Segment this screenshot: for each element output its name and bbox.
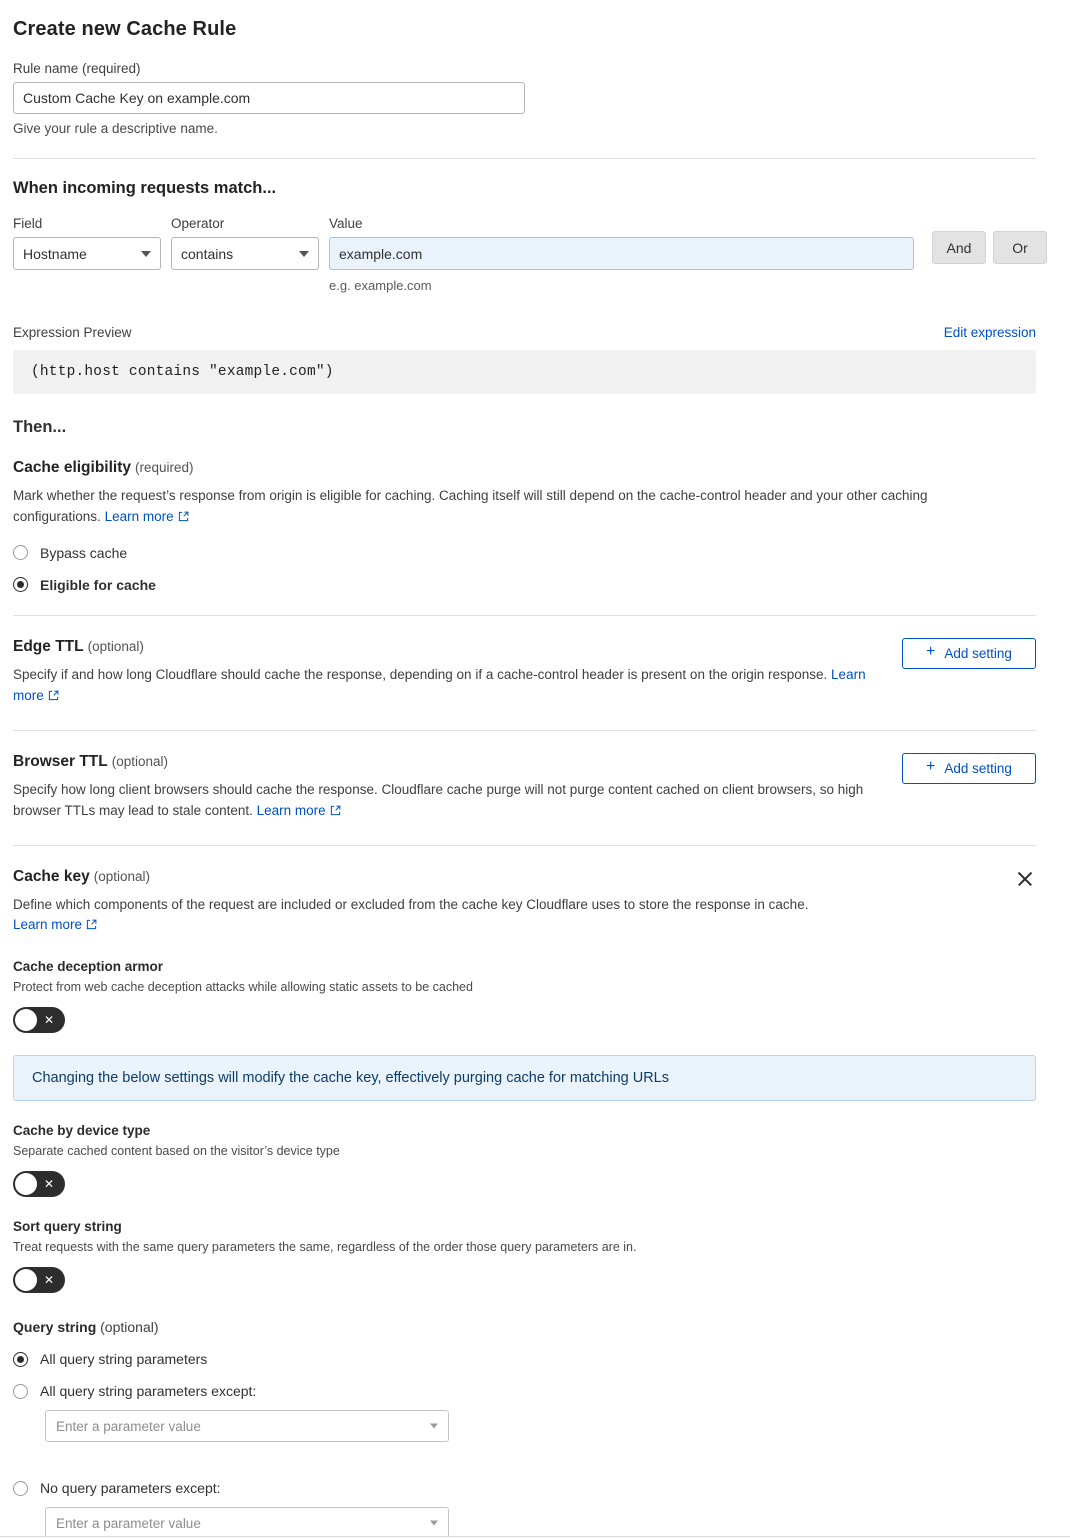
edge-ttl-section	[13, 616, 1036, 708]
no-except-parameter-select[interactable]	[45, 1507, 449, 1539]
rule-name-help: Give your rule a descriptive name.	[13, 121, 218, 136]
external-link-icon	[178, 508, 189, 529]
cache-deception-armor-description: Protect from web cache deception attacks while allowing static assets to be cached	[13, 980, 473, 995]
edge-ttl-add-setting-label: Add setting	[944, 645, 1012, 661]
field-column	[13, 216, 161, 270]
browser-ttl-title-text: Browser TTL	[13, 752, 108, 770]
edge-ttl-learn-more-link[interactable]: Learn more	[13, 666, 866, 703]
cache-deception-armor-toggle[interactable]	[13, 1007, 65, 1033]
operator-select[interactable]	[171, 237, 319, 270]
edge-ttl-title-text: Edge TTL	[13, 637, 84, 655]
value-hint: e.g. example.com	[329, 278, 432, 293]
cache-eligibility-section	[13, 437, 1036, 593]
cache-by-device-type-description: Separate cached content based on the visitor’s device type	[13, 1144, 340, 1159]
cache-eligibility-required: (required)	[135, 460, 194, 475]
or-button[interactable]: Or	[993, 231, 1047, 264]
match-row	[13, 216, 1036, 293]
value-column	[329, 216, 914, 293]
cache-deception-armor-title: Cache deception armor	[13, 959, 164, 975]
field-select-value: Hostname	[23, 245, 87, 262]
cache-key-optional: (optional)	[93, 868, 150, 884]
browser-ttl-title	[13, 753, 893, 771]
sort-query-string-toggle[interactable]	[13, 1267, 65, 1293]
cache-eligibility-title-text: Cache eligibility	[13, 459, 132, 476]
edge-ttl-optional: (optional)	[87, 638, 144, 654]
radio-no-query-parameters-except-label: No query parameters except:	[40, 1480, 221, 1497]
chevron-down-icon	[430, 1521, 438, 1526]
sort-query-string-title: Sort query string	[13, 1219, 122, 1235]
operator-column	[171, 216, 319, 270]
radio-all-query-string-parameters-except-indicator	[13, 1384, 28, 1399]
cache-eligibility-description	[13, 486, 1013, 529]
sort-query-string-description: Treat requests with the same query parameters the same, regardless of the order those query parameters are in.	[13, 1240, 637, 1255]
edge-ttl-add-setting-button[interactable]	[902, 638, 1036, 669]
chevron-down-icon	[299, 251, 309, 257]
and-button[interactable]: And	[932, 231, 986, 264]
field-label: Field	[13, 216, 43, 231]
radio-no-query-parameters-except-indicator	[13, 1481, 28, 1496]
rule-name-input[interactable]	[13, 82, 525, 114]
external-link-icon	[48, 687, 59, 708]
cache-by-device-type-title: Cache by device type	[13, 1123, 151, 1139]
browser-ttl-optional: (optional)	[111, 753, 169, 769]
cache-key-title-text: Cache key	[13, 867, 90, 885]
radio-all-query-string-parameters[interactable]	[13, 1351, 1036, 1367]
radio-bypass-cache[interactable]	[13, 545, 1036, 561]
cache-key-title	[13, 868, 953, 886]
toggle-off-icon: ✕	[43, 1273, 54, 1288]
plus-icon: +	[926, 758, 936, 776]
radio-all-query-string-parameters-except-label: All query string parameters except:	[40, 1383, 257, 1400]
cache-eligibility-learn-more-link[interactable]: Learn more	[104, 508, 174, 524]
all-except-parameter-select[interactable]	[45, 1410, 449, 1442]
radio-eligible-for-cache-indicator	[13, 577, 28, 592]
cache-key-description	[13, 895, 953, 938]
no-except-parameter-placeholder: Enter a parameter value	[56, 1515, 201, 1531]
divider	[13, 158, 1036, 159]
cache-key-notice: Changing the below settings will modify the cache key, effectively purging cache for matching URLs	[13, 1055, 1036, 1101]
browser-ttl-add-setting-label: Add setting	[944, 760, 1012, 776]
cache-eligibility-description-text: Mark whether the request’s response from origin is eligible for caching. Caching itself will still depend on the cache-control header and your other caching configurations.	[13, 488, 928, 524]
chevron-down-icon	[141, 251, 151, 257]
query-string-optional: (optional)	[100, 1319, 159, 1336]
external-link-icon	[330, 802, 341, 823]
rule-name-group	[13, 61, 1036, 136]
toggle-knob	[15, 1009, 37, 1031]
field-select[interactable]	[13, 237, 161, 270]
cache-key-section	[13, 846, 1036, 1539]
value-label: Value	[329, 216, 363, 231]
radio-eligible-for-cache[interactable]	[13, 577, 1036, 593]
query-string-title-text: Query string	[13, 1319, 97, 1336]
radio-eligible-for-cache-label: Eligible for cache	[40, 576, 156, 593]
toggle-knob	[15, 1269, 37, 1291]
value-input[interactable]	[329, 237, 914, 270]
toggle-off-icon: ✕	[43, 1013, 54, 1028]
expression-label: Expression Preview	[13, 325, 132, 340]
plus-icon: +	[926, 643, 936, 661]
edge-ttl-title	[13, 638, 893, 656]
radio-all-query-string-parameters-label: All query string parameters	[40, 1351, 208, 1368]
cache-by-device-type-group	[13, 1123, 1036, 1197]
expression-header	[13, 325, 1036, 340]
query-string-group	[13, 1319, 1036, 1539]
browser-ttl-section	[13, 731, 1036, 823]
radio-bypass-cache-label: Bypass cache	[40, 544, 128, 561]
and-or-buttons	[932, 231, 1047, 264]
cache-key-learn-more-link[interactable]: Learn more	[13, 917, 83, 933]
edge-ttl-description	[13, 665, 893, 708]
then-heading: Then...	[13, 418, 67, 436]
edge-ttl-description-text: Specify if and how long Cloudflare should cache the response, depending on if a cache-control header is present on the origin response.	[13, 666, 828, 682]
expression-preview: (http.host contains "example.com")	[13, 350, 1036, 394]
cache-eligibility-title	[13, 459, 1036, 477]
browser-ttl-description-text: Specify how long client browsers should cache the response. Cloudflare cache purge will not purge content cached on client browsers, so high browser TTLs may lead to stale content.	[13, 781, 864, 818]
page-title: Create new Cache Rule	[13, 18, 237, 40]
rule-name-label: Rule name (required)	[13, 61, 141, 76]
browser-ttl-description	[13, 780, 893, 823]
toggle-knob	[15, 1173, 37, 1195]
query-string-title	[13, 1319, 1036, 1335]
cache-key-description-text: Define which components of the request are included or excluded from the cache key Cloudflare uses to store the response in cache.	[13, 896, 809, 912]
close-icon[interactable]	[1014, 868, 1036, 890]
toggle-off-icon: ✕	[43, 1177, 54, 1192]
radio-all-query-string-parameters-indicator	[13, 1352, 28, 1367]
radio-bypass-cache-indicator	[13, 545, 28, 560]
sort-query-string-group	[13, 1219, 1036, 1293]
external-link-icon	[86, 916, 97, 937]
browser-ttl-add-setting-button[interactable]	[902, 753, 1036, 784]
cache-by-device-type-toggle[interactable]	[13, 1171, 65, 1197]
operator-label: Operator	[171, 216, 225, 231]
radio-all-query-string-parameters-except[interactable]	[13, 1383, 1036, 1399]
match-heading: When incoming requests match...	[13, 179, 277, 197]
all-except-parameter-placeholder: Enter a parameter value	[56, 1418, 201, 1434]
chevron-down-icon	[430, 1424, 438, 1429]
browser-ttl-learn-more-link[interactable]: Learn more	[256, 802, 326, 818]
radio-no-query-parameters-except[interactable]	[13, 1480, 1036, 1496]
edit-expression-link[interactable]: Edit expression	[943, 325, 1036, 340]
operator-select-value: contains	[181, 245, 234, 262]
cache-deception-armor-group	[13, 959, 1036, 1033]
